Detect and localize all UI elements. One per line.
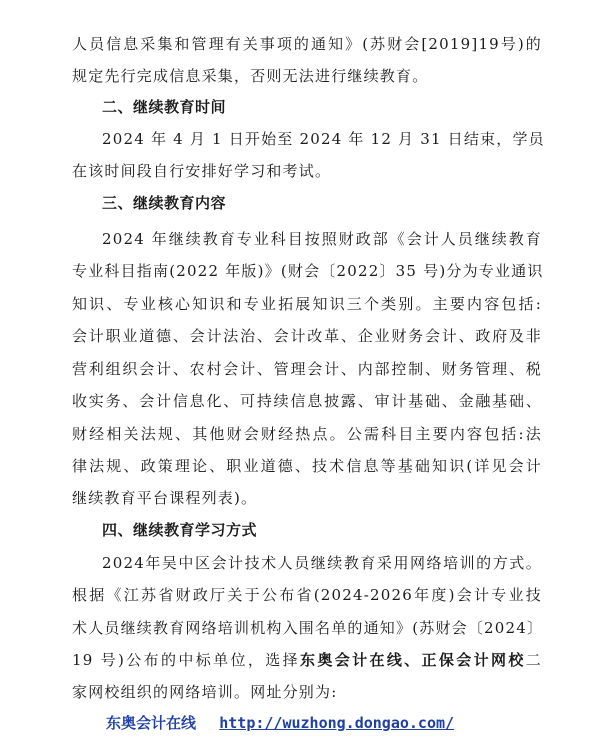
section-content-line-4: 会计职业道德、会计法治、会计改革、企业财务会计、政府及非 xyxy=(72,327,542,345)
paragraph-continuation-line-2: 规定先行完成信息采集，否则无法进行继续教育。 xyxy=(72,67,429,85)
section-content-line-9: 继续教育平台课程列表)。 xyxy=(72,489,258,507)
section-heading-method: 四、继续教育学习方式 xyxy=(102,521,258,539)
section-content-line-5: 营利组织会计、农村会计、管理会计、内部控制、财务管理、税 xyxy=(72,360,542,378)
section-method-line-4 xyxy=(72,650,542,670)
section-content-line-1: 2024 年继续教育专业科目按照财政部《会计人员继续教育 xyxy=(102,230,542,248)
paragraph-continuation-line-1: 人员信息采集和管理有关事项的通知》(苏财会[2019]19号)的 xyxy=(72,35,542,53)
section-heading-content: 三、继续教育内容 xyxy=(102,194,227,212)
section-time-line-1: 2024 年 4 月 1 日开始至 2024 年 12 月 31 日结束，学员 xyxy=(102,130,545,148)
section-time-line-2: 在该时间段自行安排好学习和考试。 xyxy=(72,162,332,180)
dongao-url-link[interactable]: http://wuzhong.dongao.com/ xyxy=(219,714,455,732)
section-method-line-4-prefix: 19 号)公布的中标单位，选择 xyxy=(72,651,300,669)
section-method-line-2: 根据《江苏省财政厅关于公布省(2024-2026年度)会计专业技 xyxy=(72,586,542,604)
section-method-line-5: 家网校组织的网络培训。网址分别为: xyxy=(72,683,338,701)
section-method-line-4-suffix: 二 xyxy=(525,651,542,669)
selected-schools-emphasis: 东奥会计在线、正保会计网校 xyxy=(299,651,526,669)
section-content-line-3: 知识、专业核心知识和专业拓展知识三个类别。主要内容包括: xyxy=(72,295,542,313)
section-content-line-8: 律法规、政策理论、职业道德、技术信息等基础知识(详见会计 xyxy=(72,457,542,475)
dongao-link-row xyxy=(106,712,454,734)
section-content-line-7: 财经相关法规、其他财会财经热点。公需科目主要内容包括:法 xyxy=(72,425,542,443)
dongao-name: 东奥会计在线 xyxy=(106,714,197,732)
section-method-line-1: 2024年吴中区会计技术人员继续教育采用网络培训的方式。 xyxy=(102,554,542,572)
section-content-line-6: 收实务、会计信息化、可持续信息披露、审计基础、金融基础、 xyxy=(72,392,542,410)
section-content-line-2: 专业科目指南(2022 年版)》(财会〔2022〕35 号)分为专业通识 xyxy=(72,262,544,280)
section-method-line-3: 术人员继续教育网络培训机构入围名单的通知》(苏财会〔2024〕 xyxy=(72,619,544,637)
section-heading-time: 二、继续教育时间 xyxy=(102,98,227,116)
